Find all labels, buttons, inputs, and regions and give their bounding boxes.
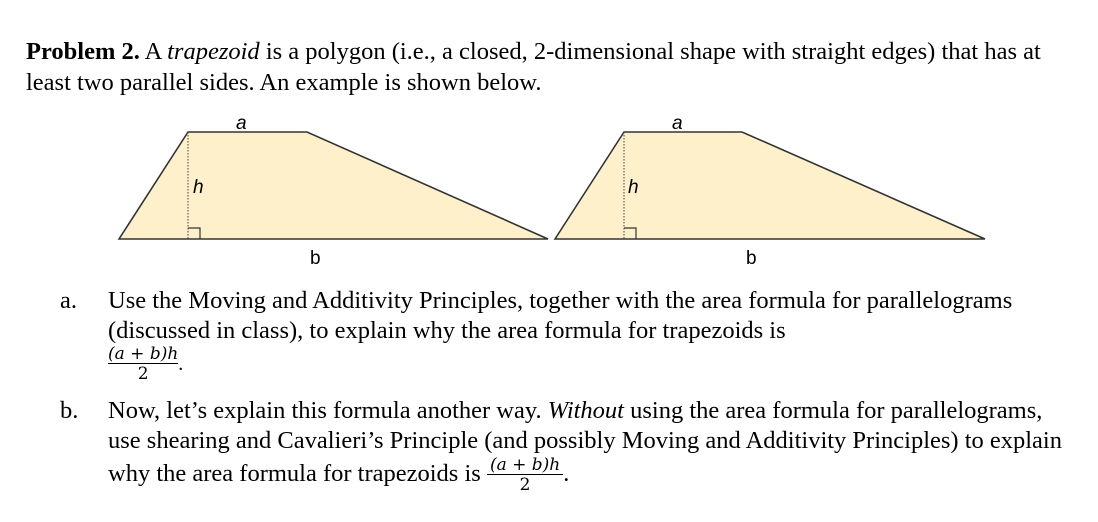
trapezoid-figure-2 <box>555 113 985 269</box>
problem-text-2: is a polygon (i.e., a closed, 2-dimensional shape with straight edges) that has at least two parallel sides. An example is shown below. <box>26 38 1041 96</box>
part-a-formula <box>108 345 183 384</box>
trapezoid-shape-1 <box>119 132 548 239</box>
part-b-emphasis: Without <box>547 397 624 424</box>
part-b-marker: b. <box>60 397 79 424</box>
trapezoid-shape-2 <box>555 132 985 239</box>
height-label-2: h <box>628 177 639 198</box>
part-a-text: Use the Moving and Additivity Principles, together with the area formula for parallelograms (discussed in class), to explain why the area formula for trapezoids is <box>108 287 1013 344</box>
problem-label: Problem 2. <box>26 38 140 65</box>
height-label-1: h <box>193 177 204 198</box>
part-a-formula-denominator: 2 <box>137 364 149 384</box>
part-b-text-1: Now, let’s explain this formula another way. <box>108 397 548 424</box>
part-b-end: . <box>563 460 570 488</box>
base-label-1: b <box>310 248 321 269</box>
trapezoid-figures <box>112 110 992 270</box>
trapezoid-figure-1 <box>119 113 548 269</box>
trapezoid-figures-svg <box>112 110 992 270</box>
problem-text-1: A <box>139 38 168 65</box>
top-label-2: a <box>672 113 683 134</box>
part-a-formula-numerator: (a + b)h <box>108 344 179 364</box>
part-b-formula-denominator: 2 <box>519 475 531 495</box>
top-label-1: a <box>236 113 247 134</box>
part-a-fraction <box>108 345 178 384</box>
part-b <box>60 396 1090 506</box>
part-a <box>60 286 1090 346</box>
part-b-text <box>108 396 1068 495</box>
part-b-text-2: using the area formula for parallelograms, use shearing and Cavalieri’s Principle (and possibly Moving and Additivity Principles) to explain why the area formula for trapezoids is <box>108 397 1062 488</box>
part-b-formula-numerator: (a + b)h <box>487 456 563 475</box>
part-a-marker: a. <box>60 287 77 314</box>
problem-statement <box>26 36 1086 98</box>
problem-term: trapezoid <box>167 38 260 65</box>
part-a-end: . <box>178 353 184 375</box>
part-b-fraction <box>487 456 563 495</box>
base-label-2: b <box>746 248 757 269</box>
